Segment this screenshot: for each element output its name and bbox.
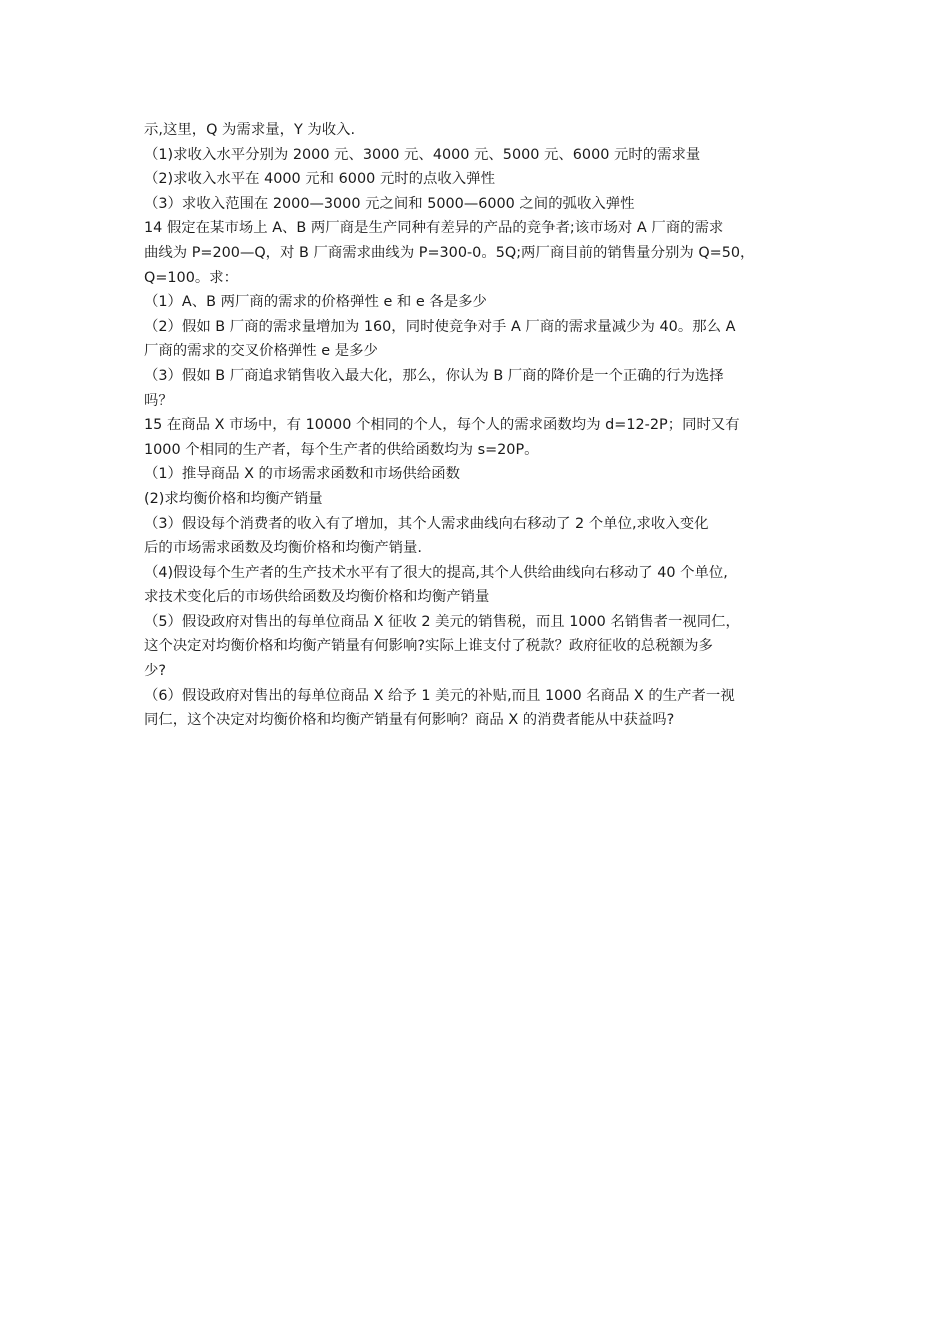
- text-line: （1)求收入水平分别为 2000 元、3000 元、4000 元、5000 元、6000 元时的需求量: [144, 146, 701, 163]
- text-line: 15 在商品 X 市场中，有 10000 个相同的个人，每个人的需求函数均为 d=12-2P；同时又有: [144, 417, 740, 434]
- text-line: 后的市场需求函数及均衡价格和均衡产销量.: [144, 540, 422, 557]
- text-line: 求技术变化后的市场供给函数及均衡价格和均衡产销量: [144, 589, 490, 606]
- text-line: 1000 个相同的生产者，每个生产者的供给函数均为 s=20P。: [144, 441, 539, 458]
- text-line: 示,这里，Q 为需求量，Y 为收入.: [144, 122, 356, 138]
- text-line: 这个决定对均衡价格和均衡产销量有何影响?实际上谁支付了税款？政府征收的总税额为多: [144, 638, 713, 655]
- text-line: (2)求均衡价格和均衡产销量: [144, 490, 323, 507]
- text-line: （4)假设每个生产者的生产技术水平有了很大的提高,其个人供给曲线向右移动了 40 个单位,: [144, 564, 728, 581]
- text-line: （6）假设政府对售出的每单位商品 X 给予 1 美元的补贴,而且 1000 名商品 X 的生产者一视: [144, 687, 735, 704]
- text-line: 吗？: [144, 392, 173, 409]
- text-line: （2)求收入水平在 4000 元和 6000 元时的点收入弹性: [144, 171, 495, 188]
- text-line: 曲线为 P=200—Q，对 B 厂商需求曲线为 P=300-0。5Q;两厂商目前的销售量分别为 Q=50，: [144, 244, 755, 261]
- text-line: （2）假如 B 厂商的需求量增加为 160，同时使竞争对手 A 厂商的需求量减少为 40。那么 A: [144, 318, 736, 335]
- text-line: （3）假如 B 厂商追求销售收入最大化，那么，你认为 B 厂商的降价是一个正确的行为选择: [144, 367, 724, 384]
- text-line: 同仁，这个决定对均衡价格和均衡产销量有何影响？商品 X 的消费者能从中获益吗?: [144, 712, 675, 729]
- document-body: [144, 118, 814, 733]
- text-line: Q=100。求：: [144, 269, 239, 286]
- text-line: 14 假定在某市场上 A、B 两厂商是生产同种有差异的产品的竞争者;该市场对 A 厂商的需求: [144, 220, 724, 237]
- text-line: （1）推导商品 X 的市场需求函数和市场供给函数: [144, 466, 460, 483]
- text-line: 厂商的需求的交叉价格弹性 e 是多少: [144, 343, 378, 360]
- text-line: （5）假设政府对售出的每单位商品 X 征收 2 美元的销售税，而且 1000 名销售者一视同仁，: [144, 613, 740, 630]
- text-line: 少?: [144, 663, 167, 680]
- text-line: （3）求收入范围在 2000—3000 元之间和 5000—6000 之间的弧收入弹性: [144, 195, 635, 212]
- text-line: （3）假设每个消费者的收入有了增加，其个人需求曲线向右移动了 2 个单位,求收入变化: [144, 515, 709, 532]
- text-line: （1）A、B 两厂商的需求的价格弹性 e 和 e 各是多少: [144, 294, 487, 311]
